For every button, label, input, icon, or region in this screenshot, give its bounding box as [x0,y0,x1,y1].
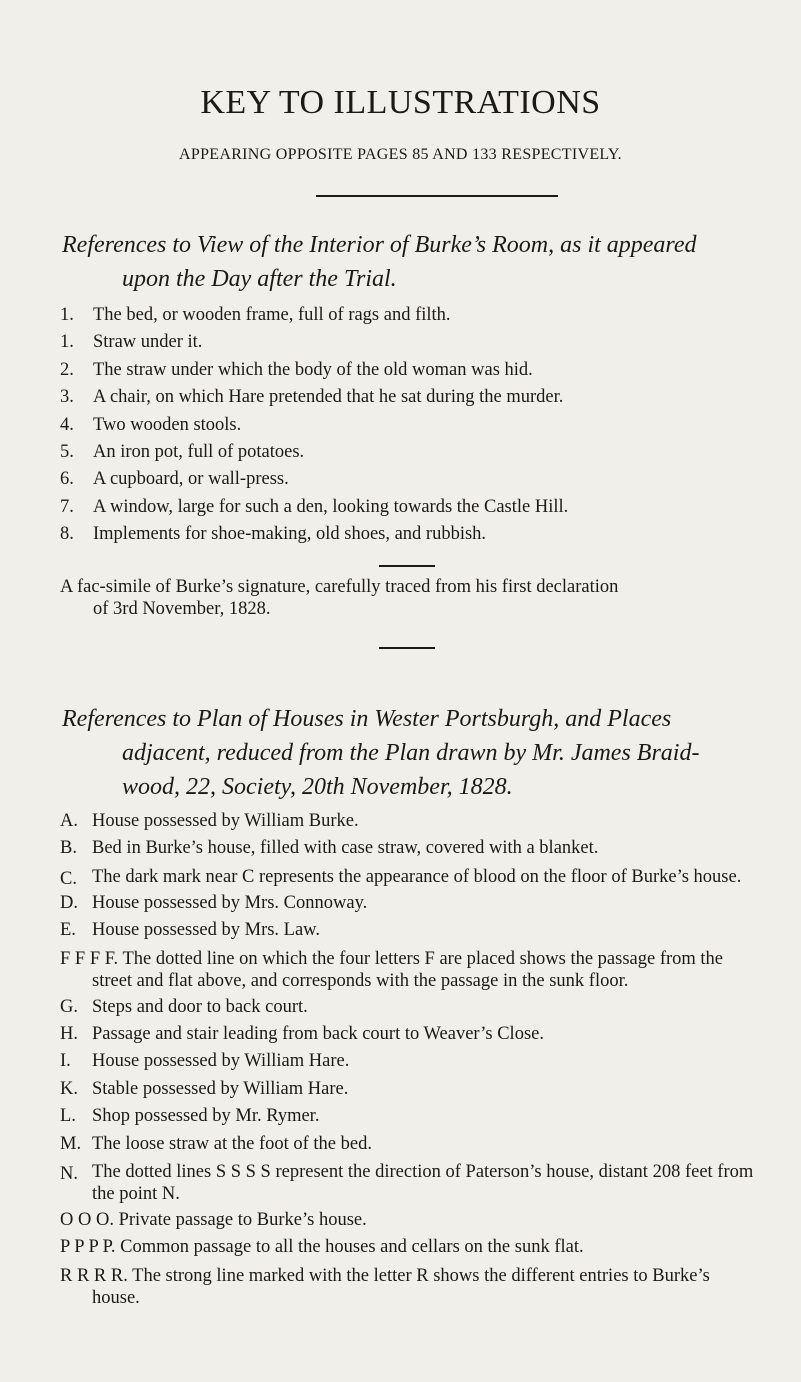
list-item: G. Steps and door to back court. [60,996,308,1017]
list-item: 2. The straw under which the body of the old woman was hid. [60,359,533,380]
section2-heading [62,702,699,804]
list-item: 1. The bed, or wooden frame, full of rags and filth. [60,305,451,325]
section1-heading [62,228,697,296]
middle-divider [379,647,435,649]
list-item: E. House possessed by Mrs. Law. [60,920,320,941]
list-item: K. Stable possessed by William Hare. [60,1078,349,1099]
list-item: B. Bed in Burke’s house, filled with case straw, covered with a blanket. [60,838,599,859]
list-item: R R R R. The strong line marked with the letter R shows the different entries to Burke’s house. [60,1265,710,1308]
list-item: F F F F. The dotted line on which the four letters F are placed shows the passage from the street and flat above, and corresponds with the passage in the sunk floor. [60,948,724,991]
section2-list [60,808,760,1311]
signature-note [60,576,760,620]
list-item: 5. An iron pot, full of potatoes. [60,442,305,463]
section1-list [60,302,760,549]
section2-heading-line3: wood, 22, Society, 20th November, 1828. [122,774,513,800]
top-divider [316,195,558,197]
page-subtitle: APPEARING OPPOSITE PAGES 85 AND 133 RESPECTIVELY. [179,146,622,163]
list-item: O O O. Private passage to Burke’s house. [60,1210,367,1231]
signature-note-line1: A fac-simile of Burke’s signature, carefully traced from his first declaration [60,577,619,597]
section2-heading-line1: References to Plan of Houses in Wester Portsburgh, and Places [62,706,672,732]
list-item: H. Passage and stair leading from back court to Weaver’s Close. [60,1024,544,1045]
list-item: 4. Two wooden stools. [60,414,242,435]
short-divider [379,565,435,567]
list-item: M. The loose straw at the foot of the bed. [60,1133,372,1154]
list-item: N. The dotted lines S S S S represent the direction of Paterson’s house, distant 208 feet from the point N. [60,1162,754,1205]
list-item: C. The dark mark near C represents the appearance of blood on the floor of Burke’s house. [60,866,742,889]
list-item: 8. Implements for shoe-making, old shoes, and rubbish. [60,524,487,545]
list-item: A. House possessed by William Burke. [60,811,359,831]
signature-note-line2: of 3rd November, 1828. [93,599,271,619]
section2-heading-line2: adjacent, reduced from the Plan drawn by Mr. James Braid- [122,740,700,766]
page-title: KEY TO ILLUSTRATIONS [200,84,601,121]
list-item: D. House possessed by Mrs. Connoway. [60,892,368,913]
list-item: 6. A cupboard, or wall-press. [60,469,289,490]
list-item: P P P P. Common passage to all the houses and cellars on the sunk flat. [60,1237,584,1258]
list-item: 7. A window, large for such a den, looking towards the Castle Hill. [60,496,569,517]
section1-heading-line2: upon the Day after the Trial. [122,266,397,292]
list-item: L. Shop possessed by Mr. Rymer. [60,1106,320,1127]
section1-heading-line1: References to View of the Interior of Burke’s Room, as it appeared [62,232,697,258]
list-item: 1. Straw under it. [60,332,203,353]
list-item: 3. A chair, on which Hare pretended that he sat during the murder. [60,387,564,408]
list-item: I. House possessed by William Hare. [60,1051,350,1072]
